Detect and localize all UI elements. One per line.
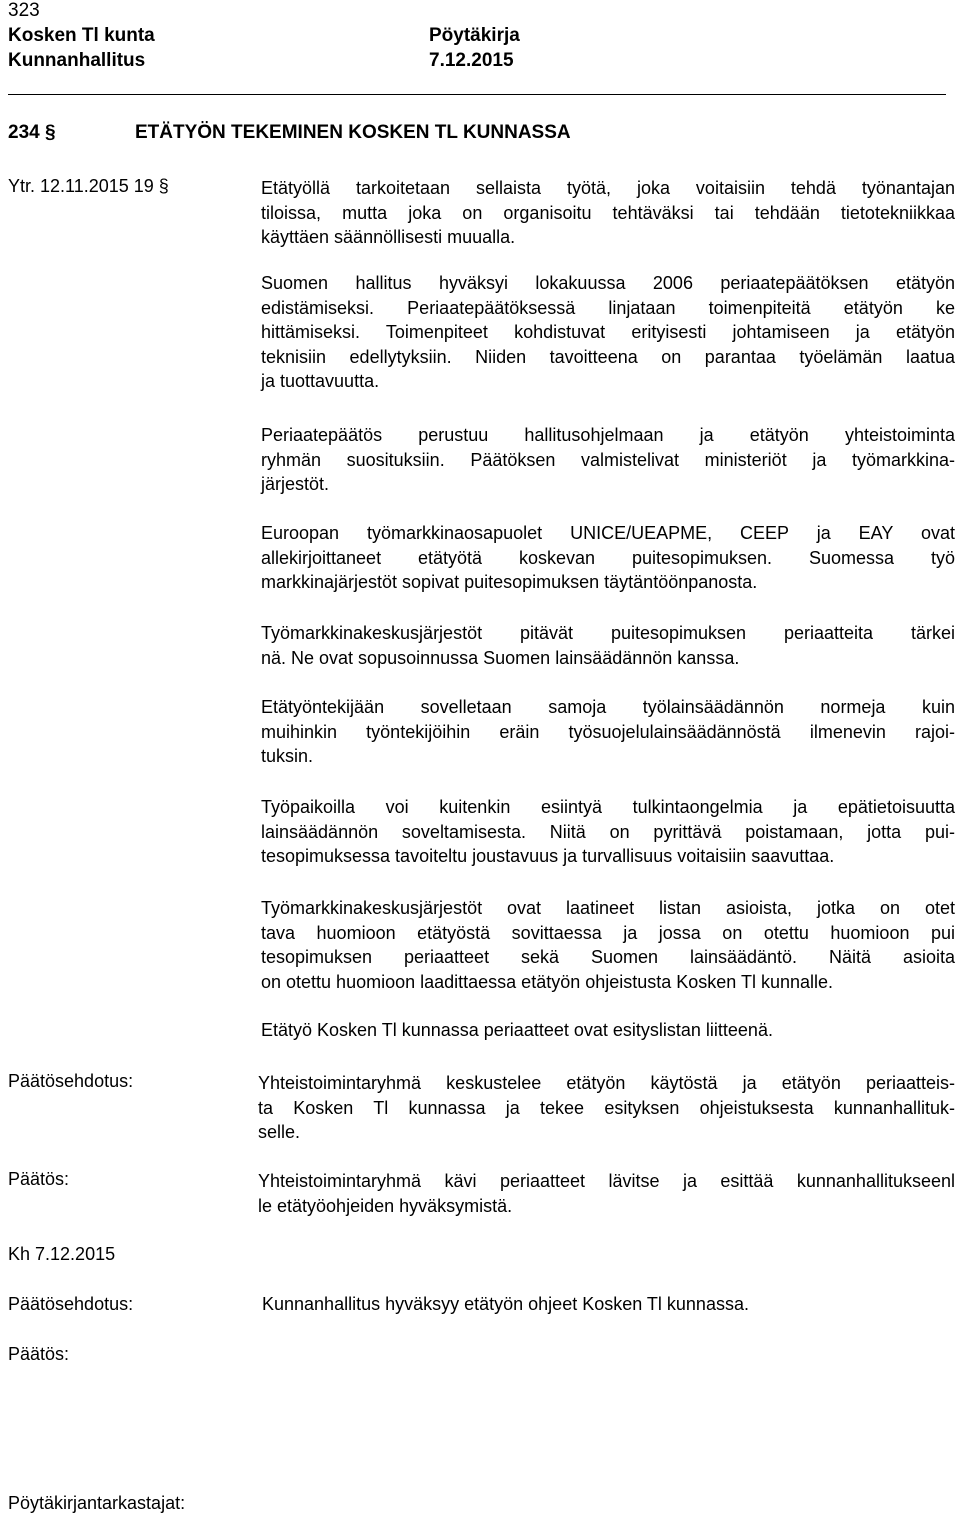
proposal-label: Päätösehdotus: (8, 1071, 134, 1091)
kh-proposal-text: Kunnanhallitus hyväksyy etätyön ohjeet Kosken Tl kunnassa. (262, 1294, 749, 1314)
council-name: Kunnanhallitus (8, 50, 146, 71)
paragraph-7: Työpaikoilla voi kuitenkin esiintyä tulkintaongelmia ja epätietoisuutta lainsäädännön soveltamisesta. Niitä on pyrittävä poistamaan, jotta pui- tesopimuksessa tavoiteltu joustavuus ja turvallisuus voitaisiin saavuttaa. (261, 797, 955, 866)
page-number: 323 (8, 0, 40, 21)
municipality-name: Kosken Tl kunta (8, 25, 155, 46)
document-type: Pöytäkirja (429, 25, 520, 46)
meeting-date: 7.12.2015 (429, 50, 514, 71)
section-title: ETÄTYÖN TEKEMINEN KOSKEN TL KUNNASSA (135, 122, 571, 143)
decision-text: Yhteistoimintaryhmä kävi periaatteet lävitse ja esittää kunnanhallitukseenl le etätyöohjeiden hyväksymistä. (258, 1171, 955, 1216)
kh-heading: Kh 7.12.2015 (8, 1244, 116, 1264)
section-number: 234 § (8, 122, 56, 143)
kh-decision-label: Päätös: (8, 1344, 70, 1364)
proposal-text: Yhteistoimintaryhmä keskustelee etätyön käytöstä ja etätyön periaatteis- ta Kosken Tl kunnassa ja tekee esityksen ohjeistuksesta kunnanhallituk- selle. (258, 1073, 955, 1142)
paragraph-4: Euroopan työmarkkinaosapuolet UNICE/UEAPME, CEEP ja EAY ovat allekirjoittaneet etätyötä koskevan puitesopimuksen. Suomessa työ markkinajärjestöt sopivat puitesopimuksen täytäntöönpanosta. (261, 523, 955, 592)
paragraph-6: Etätyöntekijään sovelletaan samoja työlainsäädännön normeja kuin muihinkin työntekijöihin eräin työsuojelulainsäädännöstä ilmenevin rajoi- tuksin. (261, 697, 955, 766)
paragraph-1: Etätyöllä tarkoitetaan sellaista työtä, joka voitaisiin tehdä työnantajan tiloissa, mutta joka on organisoitu tehtäväksi tai tehdään tietotekniikkaa käyttäen säännöllisesti muualla. (261, 178, 955, 247)
minutes-checkers-label: Pöytäkirjantarkastajat: (8, 1493, 186, 1513)
paragraph-8: Työmarkkinakeskusjärjestöt ovat laatineet listan asioista, jotka on otet tava huomioon etätyöstä sovittaessa ja jossa on otettu huomioon pui tesopimuksen periaatteet sekä Suomen lainsäädäntö. Näitä asioita on otettu huomioon laadittaessa etätyön ohjeistusta Kosken Tl kunnalle. (261, 898, 955, 992)
reference-line: Ytr. 12.11.2015 19 § (8, 176, 169, 196)
header-rule (8, 94, 946, 95)
paragraph-2: Suomen hallitus hyväksyi lokakuussa 2006 periaatepäätöksen etätyön edistämiseksi. Periaatepäätöksessä linjataan toimenpiteitä etätyön ke hittämiseksi. Toimenpiteet kohdistuvat erityisesti johtamiseen ja etätyön teknisiin edellytyksiin. Niiden tavoitteena on parantaa työelämän laatua ja tuottavuutta. (261, 273, 955, 391)
kh-proposal-label: Päätösehdotus: (8, 1294, 134, 1314)
paragraph-9: Etätyö Kosken Tl kunnassa periaatteet ovat esityslistan liitteenä. (261, 1020, 773, 1040)
paragraph-3: Periaatepäätös perustuu hallitusohjelmaan ja etätyön yhteistoiminta ryhmän suosituksiin. Päätöksen valmistelivat ministeriöt ja työmarkkina- järjestöt. (261, 425, 955, 494)
paragraph-5: Työmarkkinakeskusjärjestöt pitävät puitesopimuksen periaatteita tärkei nä. Ne ovat sopusoinnussa Suomen lainsäädännön kanssa. (261, 623, 955, 668)
decision-label: Päätös: (8, 1169, 70, 1189)
